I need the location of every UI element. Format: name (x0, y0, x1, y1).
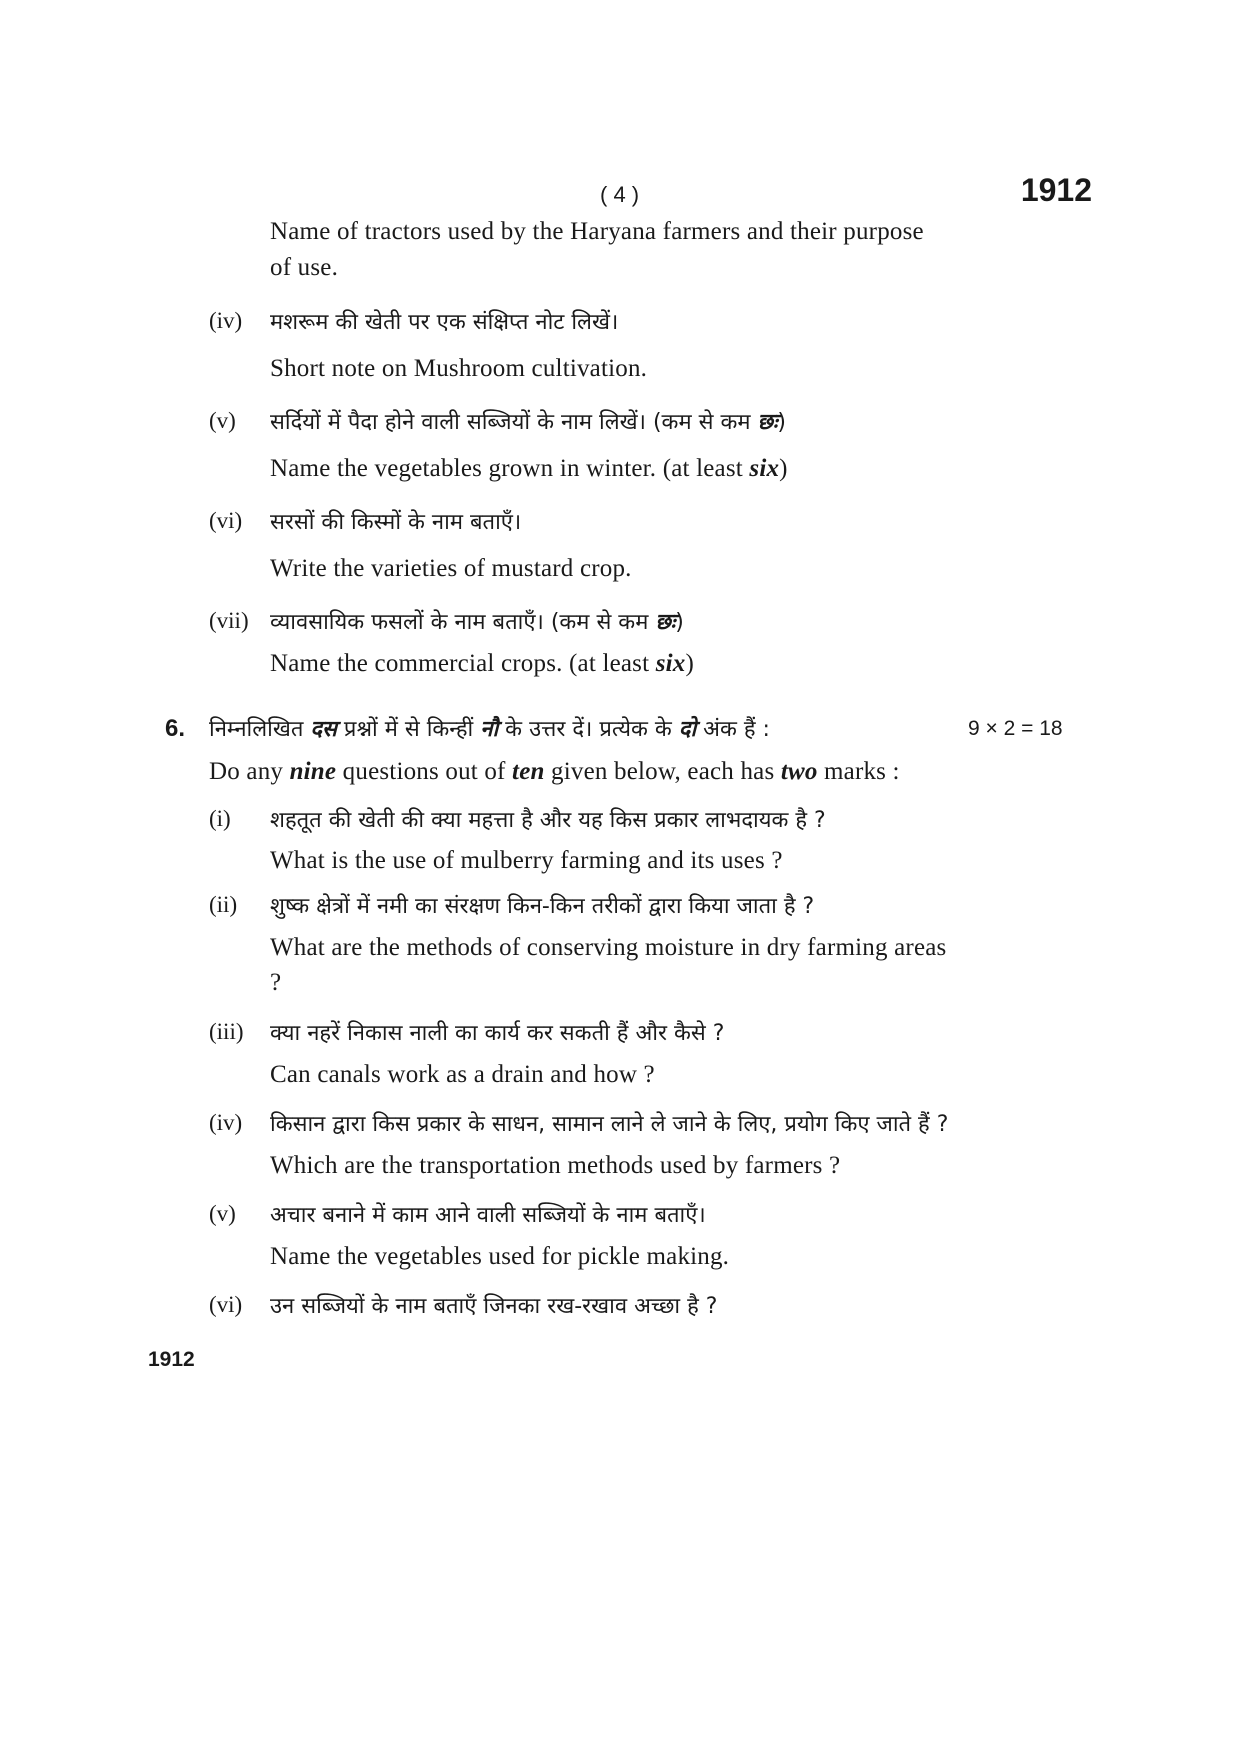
q6-i-number: (i) (209, 806, 231, 831)
q5-vii-english: Name the commercial crops. (at least six) (270, 650, 695, 677)
q5-v-number: (v) (209, 408, 236, 433)
question-6-hindi-instruction: निम्नलिखित दस प्रश्नों में से किन्हीं नौ के उत्तर दें। प्रत्येक के दो अंक हैं : (209, 717, 770, 742)
q6-iii-english: Can canals work as a drain and how ? (270, 1061, 655, 1088)
q6-i-hindi: शहतूत की खेती की क्या महत्ता है और यह किस प्रकार लाभदायक है ? (270, 808, 826, 833)
q6-ii-english-line2: ? (270, 969, 282, 996)
q5-vi-number: (vi) (209, 508, 243, 533)
question-6-marks: 9 × 2 = 18 (968, 717, 1063, 740)
q6-iii-hindi: क्या नहरें निकास नाली का कार्य कर सकती हैं और कैसे ? (270, 1021, 725, 1046)
paper-code-header: 1912 (1020, 172, 1092, 208)
q5-vi-hindi: सरसों की किस्मों के नाम बताएँ। (270, 510, 522, 535)
paper-code-footer: 1912 (148, 1348, 195, 1371)
q5-vii-number: (vii) (209, 608, 249, 633)
q5-iii-english-line2: of use. (270, 254, 339, 281)
question-6-number: 6. (165, 715, 186, 742)
q6-v-english: Name the vegetables used for pickle making. (270, 1243, 730, 1270)
question-6-english-instruction: Do any nine questions out of ten given below, each has two marks : (209, 758, 900, 785)
q6-i-english: What is the use of mulberry farming and its uses ? (270, 847, 783, 874)
page-number: ( 4 ) (600, 182, 640, 207)
q5-vi-english: Write the varieties of mustard crop. (270, 555, 632, 582)
q6-vi-hindi: उन सब्जियों के नाम बताएँ जिनका रख-रखाव अच्छा है ? (270, 1294, 718, 1319)
q6-v-number: (v) (209, 1201, 236, 1226)
q6-iv-hindi: किसान द्वारा किस प्रकार के साधन, सामान लाने ले जाने के लिए, प्रयोग किए जाते हैं ? (270, 1112, 949, 1137)
q5-iv-number: (iv) (209, 308, 243, 333)
q6-iv-number: (iv) (209, 1110, 243, 1135)
q5-v-english: Name the vegetables grown in winter. (at least six) (270, 455, 788, 482)
q6-iv-english: Which are the transportation methods used by farmers ? (270, 1152, 841, 1179)
q6-ii-number: (ii) (209, 892, 238, 917)
q5-iv-hindi: मशरूम की खेती पर एक संक्षिप्त नोट लिखें। (270, 310, 619, 335)
q5-iii-english-line1: Name of tractors used by the Haryana farmers and their purpose (270, 218, 924, 245)
q5-v-hindi: सर्दियों में पैदा होने वाली सब्जियों के नाम लिखें। (कम से कम छः) (270, 410, 786, 435)
q5-vii-hindi: व्यावसायिक फसलों के नाम बताएँ। (कम से कम छः) (270, 610, 684, 635)
q6-ii-hindi: शुष्क क्षेत्रों में नमी का संरक्षण किन-किन तरीकों द्वारा किया जाता है ? (270, 894, 815, 919)
q6-ii-english-line1: What are the methods of conserving moisture in dry farming areas (270, 934, 947, 961)
q5-iv-english: Short note on Mushroom cultivation. (270, 355, 648, 382)
q6-v-hindi: अचार बनाने में काम आने वाली सब्जियों के नाम बताएँ। (270, 1203, 706, 1228)
q6-vi-number: (vi) (209, 1292, 243, 1317)
q6-iii-number: (iii) (209, 1019, 244, 1044)
